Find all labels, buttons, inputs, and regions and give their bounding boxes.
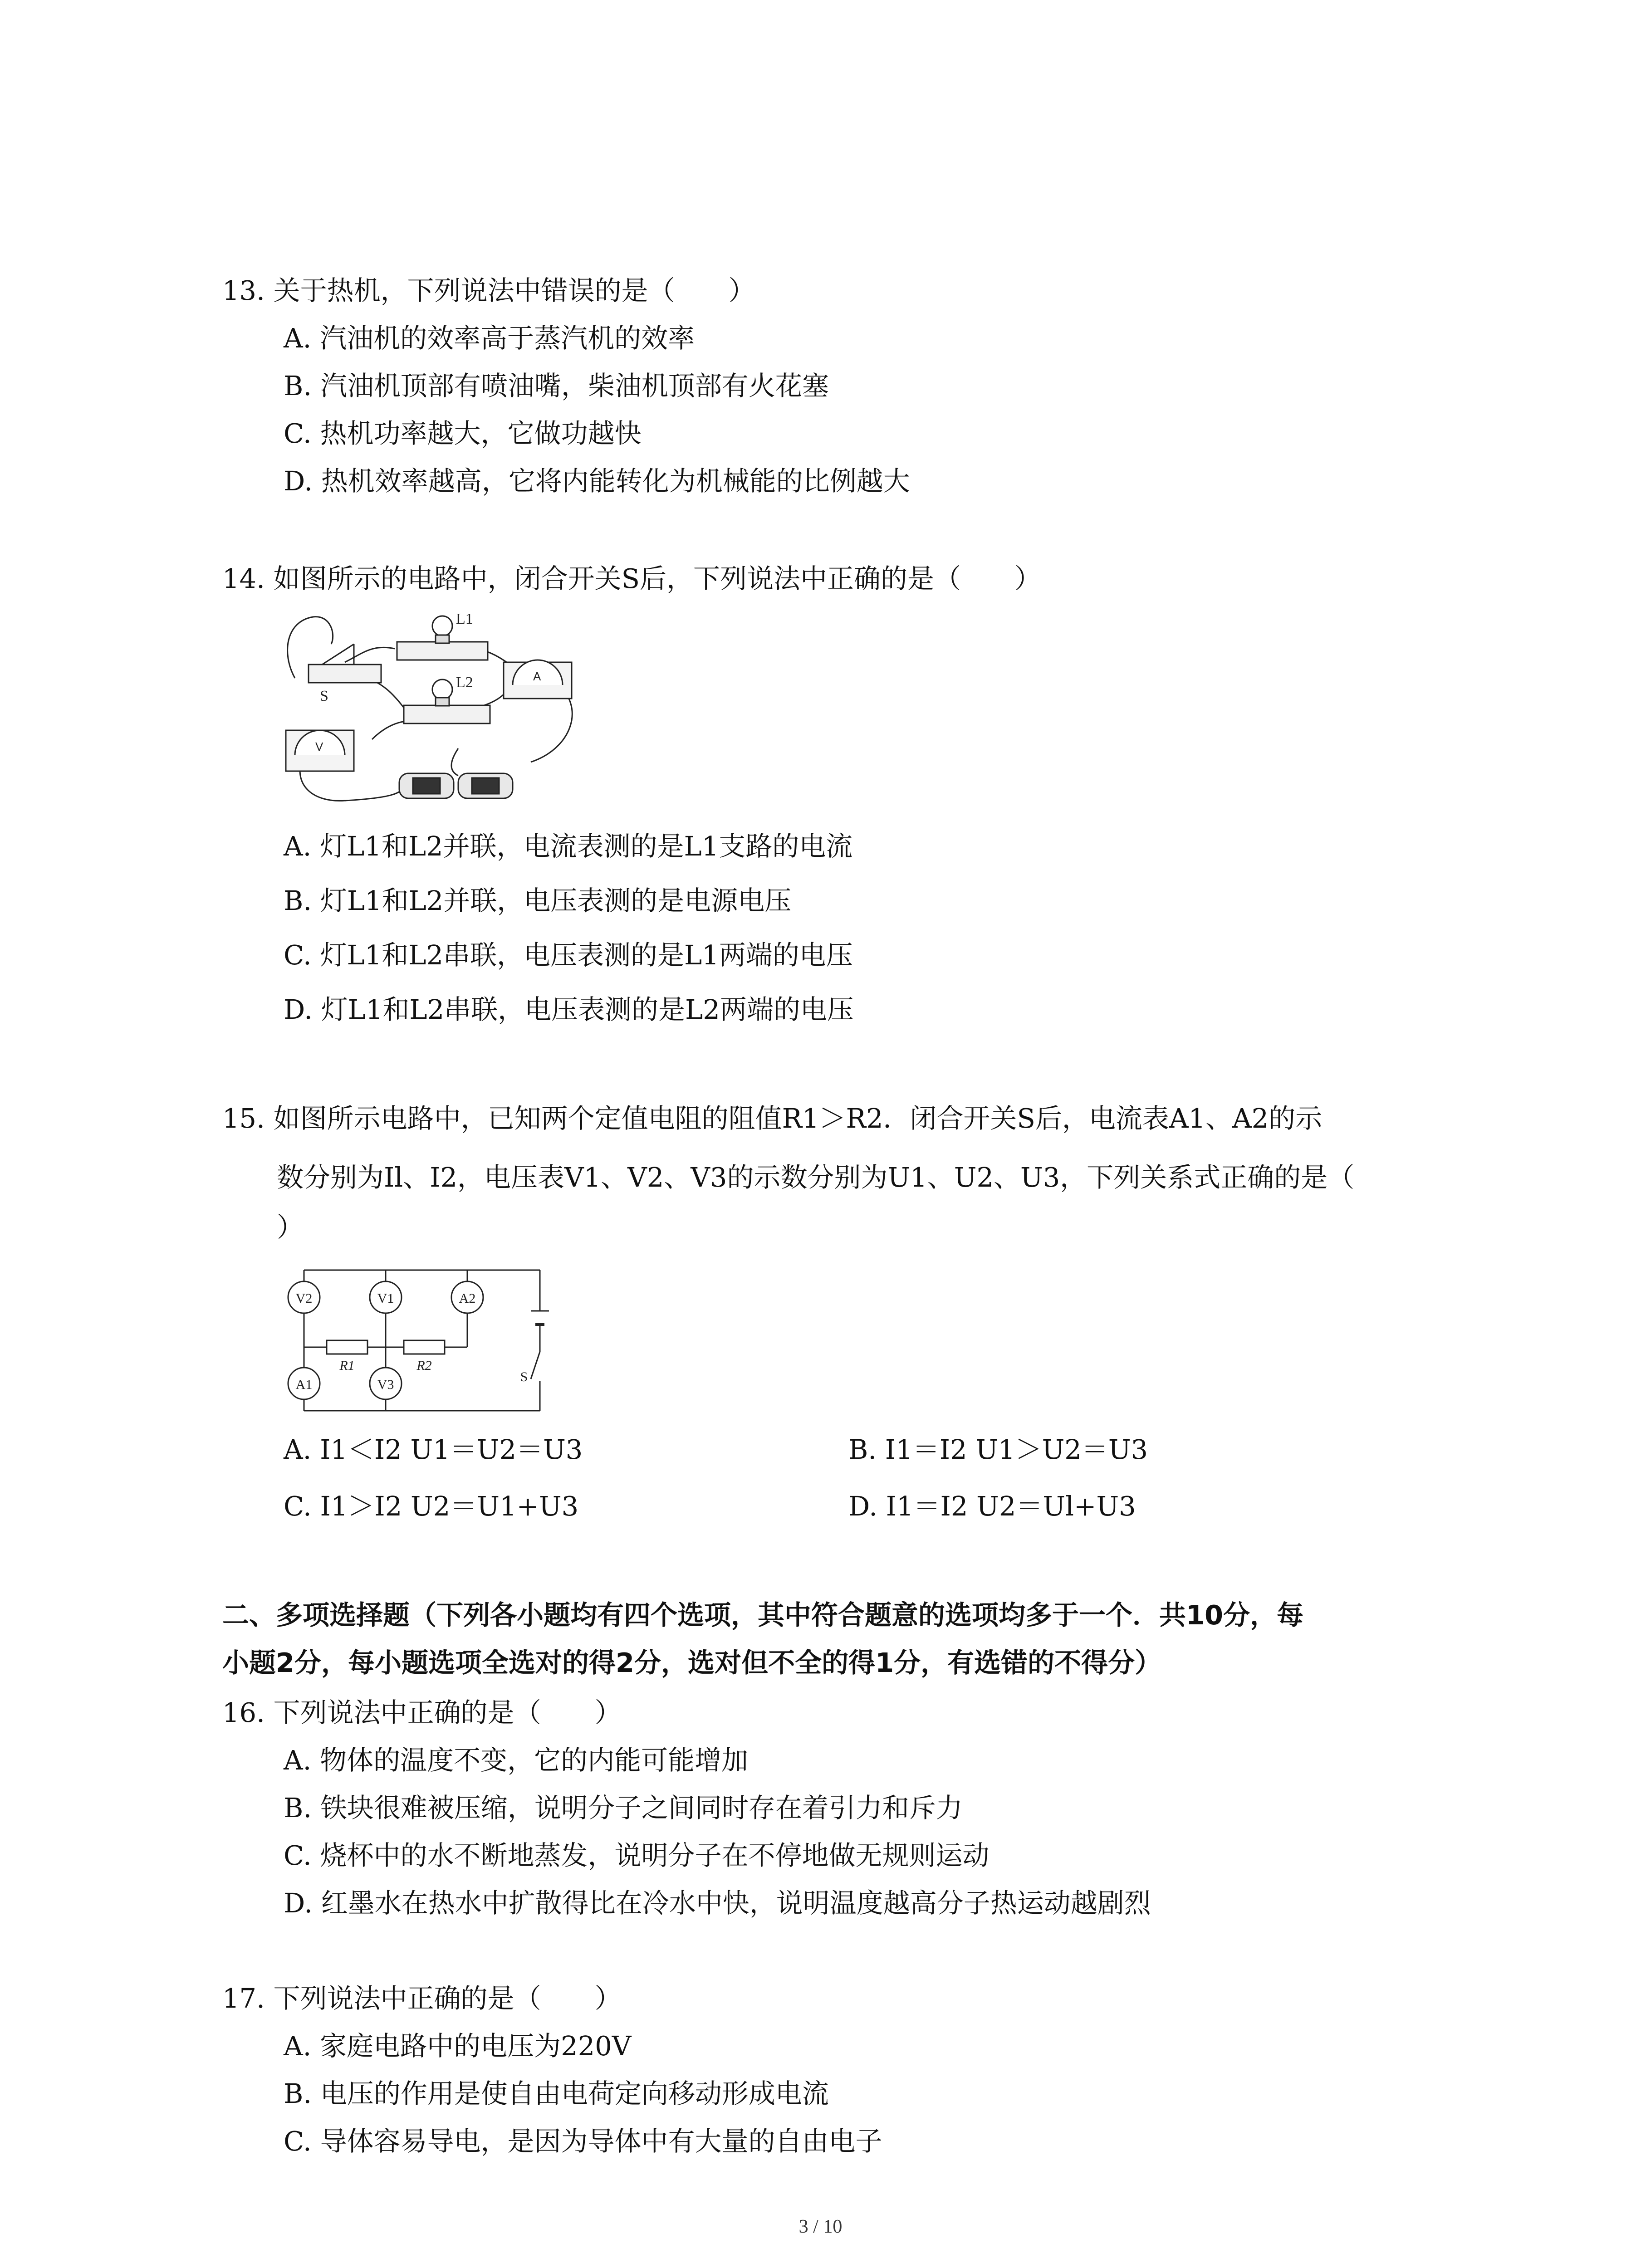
q15-option-d: D. I1＝I2 U2＝Ul+U3 [848, 1491, 1136, 1522]
q15-label-s: S [520, 1369, 528, 1384]
q14-option-d: D. 灯L1和L2串联，电压表测的是L2两端的电压 [284, 994, 854, 1025]
q16-option-c: C. 烧杯中的水不断地蒸发，说明分子在不停地做无规则运动 [284, 1840, 989, 1871]
q15-option-c: C. I1＞I2 U2＝U1+U3 [284, 1491, 579, 1522]
q14-option-a: A. 灯L1和L2并联，电流表测的是L1支路的电流 [284, 831, 853, 862]
q15-meter-a1: A1 [295, 1377, 313, 1392]
q14-label-a: A [533, 670, 541, 683]
q14-option-b: B. 灯L1和L2并联，电压表测的是电源电压 [284, 885, 792, 916]
q16-stem: 16. 下列说法中正确的是（ ） [222, 1697, 622, 1728]
q17-stem: 17. 下列说法中正确的是（ ） [222, 1983, 622, 2014]
q13-option-d: D. 热机效率越高，它将内能转化为机械能的比例越大 [284, 465, 910, 497]
q15-meter-v1: V1 [377, 1291, 394, 1306]
q14-label-v: V [315, 740, 323, 753]
q15-option-b: B. I1＝I2 U1＞U2＝U3 [848, 1434, 1148, 1465]
q14-stem: 14. 如图所示的电路中，闭合开关S后，下列说法中正确的是（ ） [222, 563, 1042, 594]
q15-stem-line3: ） [277, 1212, 304, 1243]
q13-option-c: C. 热机功率越大，它做功越快 [284, 418, 642, 449]
q16-option-a: A. 物体的温度不变，它的内能可能增加 [284, 1745, 749, 1776]
section2-heading-line1: 二、多项选择题（下列各小题均有四个选项，其中符合题意的选项均多于一个．共10分，每 [222, 1599, 1304, 1631]
page-number: 3 / 10 [798, 2216, 843, 2237]
q15-stem-line1: 15. 如图所示电路中，已知两个定值电阻的阻值R1＞R2．闭合开关S后，电流表A1、A2的示 [222, 1103, 1323, 1134]
q17-option-c: C. 导体容易导电，是因为导体中有大量的自由电子 [284, 2126, 882, 2157]
q15-meter-v2: V2 [295, 1291, 313, 1306]
q16-option-b: B. 铁块很难被压缩，说明分子之间同时存在着引力和斥力 [284, 1792, 963, 1823]
q14-label-s: S [320, 688, 328, 704]
q15-option-a: A. I1＜I2 U1＝U2＝U3 [284, 1434, 583, 1465]
q15-label-r1: R1 [339, 1358, 355, 1373]
q15-label-r2: R2 [416, 1358, 432, 1373]
q16-option-d: D. 红墨水在热水中扩散得比在冷水中快，说明温度越高分子热运动越剧烈 [284, 1887, 1151, 1919]
q13-stem: 13. 关于热机，下列说法中错误的是（ ） [222, 275, 755, 306]
q15-circuit-figure [277, 1261, 549, 1415]
q15-stem-line2: 数分别为Il、I2，电压表V1、V2、V3的示数分别为U1、U2、U3，下列关系式正确的是（ [277, 1162, 1355, 1193]
q17-option-a: A. 家庭电路中的电压为220V [284, 2030, 632, 2062]
q17-option-b: B. 电压的作用是使自由电荷定向移动形成电流 [284, 2078, 829, 2109]
q14-circuit-figure [277, 599, 594, 816]
q15-meter-a2: A2 [459, 1291, 476, 1306]
q15-meter-v3: V3 [377, 1377, 394, 1392]
q14-option-c: C. 灯L1和L2串联，电压表测的是L1两端的电压 [284, 939, 853, 971]
q14-label-l2: L2 [456, 674, 473, 691]
q13-option-a: A. 汽油机的效率高于蒸汽机的效率 [284, 323, 695, 354]
section2-heading-line2: 小题2分，每小题选项全选对的得2分，选对但不全的得1分，有选错的不得分） [222, 1647, 1162, 1678]
q13-option-b: B. 汽油机顶部有喷油嘴，柴油机顶部有火花塞 [284, 370, 829, 401]
q14-label-l1: L1 [456, 611, 473, 627]
